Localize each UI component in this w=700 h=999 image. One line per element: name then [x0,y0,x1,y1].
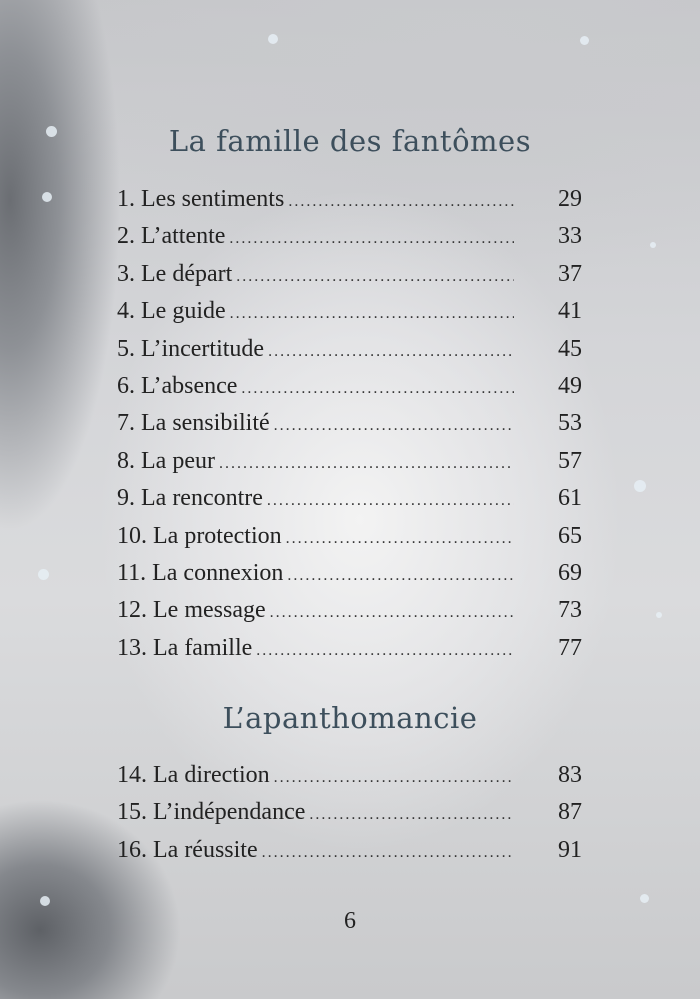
section-title: La famille des fantômes [168,124,532,158]
section-title: L’apanthomancie [222,701,478,735]
toc-entry-page: 83 [558,762,582,788]
toc-entry [117,837,582,867]
toc-entry-page: 69 [558,560,582,586]
toc-entry [117,597,582,627]
toc-entry-page: 49 [558,373,582,399]
toc-entry [117,373,582,403]
toc-entry [117,762,582,792]
toc-entry [117,635,582,665]
dot-leader [262,844,514,862]
dot-leader [309,806,514,824]
toc-entry-label: 11. La connexion [117,560,284,586]
toc-entry-page: 91 [558,836,582,863]
toc-entry [117,799,582,829]
dot-leader [256,642,514,660]
toc-entry-label: 2. L’attente [117,223,226,250]
dot-leader [288,193,514,211]
toc-entry-page: 53 [558,410,582,437]
dot-leader [241,380,514,398]
toc-entry-page: 61 [558,485,582,512]
dot-leader [286,530,514,548]
dot-leader [270,604,514,622]
toc-entry [117,410,582,440]
toc-entry [117,298,582,328]
toc-entry-label: 4. Le guide [117,298,226,325]
toc-entry-page: 33 [558,223,582,250]
toc-entry-label: 7. La sensibilité [117,410,270,437]
toc-entry-label: 6. L’absence [117,373,238,399]
dot-leader [230,305,514,323]
toc-entry-label: 5. L’incertitude [117,335,265,362]
toc-entry-page: 73 [558,597,582,624]
toc-entry-page: 41 [558,298,582,325]
toc-entry-page: 37 [558,260,582,287]
toc-entry-page: 45 [558,335,582,362]
toc-entry-label: 3. Le départ [117,260,233,287]
toc-entry-label: 10. La protection [117,522,282,549]
toc-entry [117,560,582,590]
toc-entry-label: 1. Les sentiments [117,186,285,212]
page-number: 6 [344,908,356,934]
toc-entry-label: 14. La direction [117,762,270,788]
toc-entry-label: 13. La famille [117,634,253,661]
toc-entry-page: 87 [558,799,582,826]
dot-leader [287,567,514,585]
toc-entry [117,485,582,515]
dot-leader [267,492,514,510]
toc-entry-page: 29 [558,186,582,212]
dot-leader [219,455,514,473]
toc-entry [117,186,582,216]
dot-leader [274,769,514,787]
toc-entry [117,523,582,553]
toc-entry-label: 16. La réussite [117,836,258,863]
toc-entry-label: 9. La rencontre [117,485,263,512]
dot-leader [268,343,514,361]
toc-entry [117,336,582,366]
toc-entry-label: 15. L’indépendance [117,799,306,826]
toc-entry-label: 12. Le message [117,597,266,624]
toc-entry-page: 65 [558,522,582,549]
toc-entry-page: 57 [558,447,582,474]
toc-entry-label: 8. La peur [117,447,215,474]
dot-leader [229,230,514,248]
toc-entry [117,223,582,253]
dot-leader [236,268,514,286]
dot-leader [274,417,514,435]
toc-entry [117,261,582,291]
toc-entry [117,448,582,478]
toc-entry-page: 77 [558,634,582,661]
